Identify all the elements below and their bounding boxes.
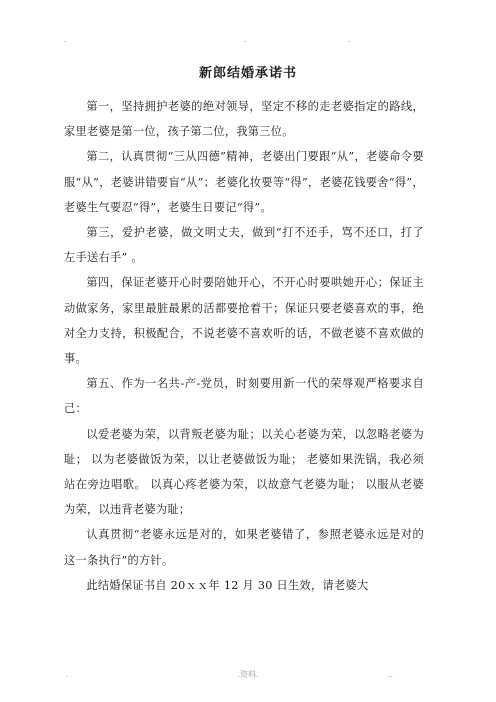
paragraph-2: 第二，认真贯彻“三从四德”精神，老婆出门要跟“从”，老婆命令要服“从”，老婆讲错要盲“从”；老婆化妆要等“得”，老婆花钱要舍“得”，老婆生气要忍“得”，老婆生日要记“得”。 <box>64 150 424 214</box>
header-dot-left: . <box>64 35 67 44</box>
header-dot-right: . <box>348 35 351 44</box>
paragraph-6: 以爱老婆为荣，以背叛老婆为耻；以关心老婆为荣，以忽略老婆为耻； 以为老婆做饭为荣，以让老婆做饭为耻； 老婆如果洗锅，我必须站在旁边唱歌。 以真心疼老婆为荣，以故意气老婆为耻； 以服从老婆为荣，以违背老婆为耻； <box>64 427 424 517</box>
footer-left-mark: . <box>66 670 69 679</box>
footer-right-mark: .. <box>388 670 394 679</box>
header-dot-mid: . <box>244 35 247 44</box>
document-title: 新郎结婚承诺书 <box>198 66 297 81</box>
document-body <box>64 94 424 598</box>
paragraph-8: 此结婚保证书自 20ｘｘ年 12 月 30 日生效，请老婆大 <box>86 578 369 592</box>
paragraph-3: 第三，爱护老婆，做文明丈夫，做到“打不还手，骂不还口，打了左手送右手” 。 <box>64 226 424 265</box>
paragraph-7: 认真贯彻“老婆永远是对的，如果老婆错了，参照老婆永远是对的这一条执行”的方针。 <box>64 528 424 567</box>
paragraph-4: 第四，保证老婆开心时要陪她开心，不开心时要哄她开心；保证主动做家务，家里最脏最累的活都要抢着干；保证只要老婆喜欢的事，绝对全力支持，积极配合，不说老婆不喜欢听的话，不做老婆不喜欢做的事。 <box>64 276 424 366</box>
footer-center-label: .资料. <box>237 670 259 679</box>
paragraph-1: 第一，坚持拥护老婆的绝对领导，坚定不移的走老婆指定的路线，家里老婆是第一位，孩子第二位，我第三位。 <box>64 100 424 139</box>
paragraph-5: 第五、作为一名共-产-党员，时刻要用新一代的荣辱观严格要求自己： <box>64 377 424 416</box>
